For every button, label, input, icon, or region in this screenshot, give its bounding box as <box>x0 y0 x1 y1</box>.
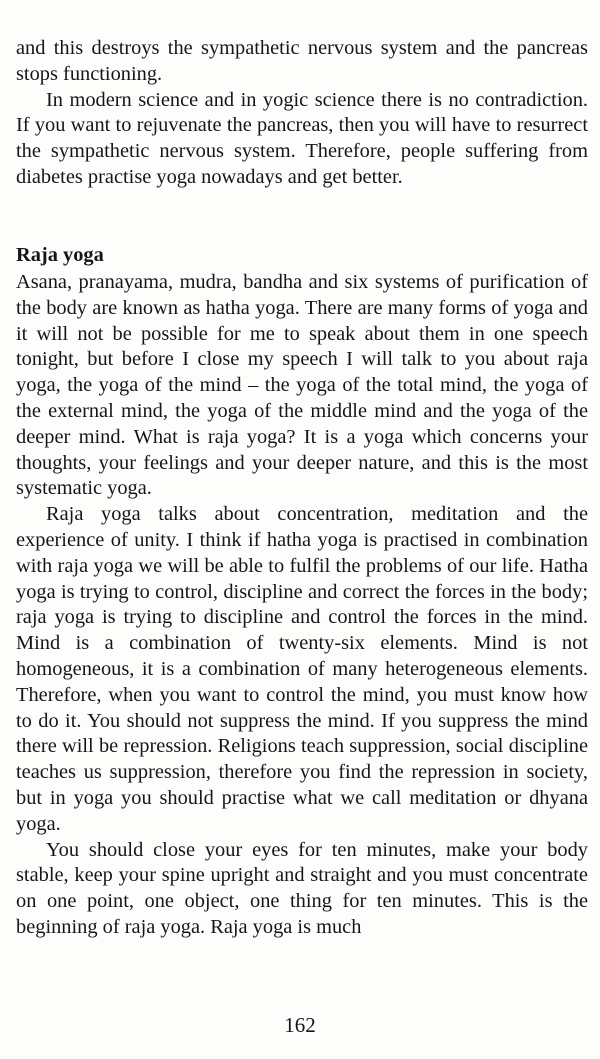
raja-yoga-section <box>16 270 588 941</box>
paragraph-hatha-yoga-intro: Asana, pranayama, mudra, bandha and six systems of purification of the body are known as hatha yoga. There are many forms of yoga and it will not be possible for me to speak about them in one speech tonight, but before I close my speech I will talk to you about raja yoga, the yoga of the mind – the yoga of the total mind, the yoga of the external mind, the yoga of the middle mind and the yoga of the deeper mind. What is raja yoga? It is a yoga which concerns your thoughts, your feelings and your deeper nature, and this is the most systematic yoga. <box>16 271 588 500</box>
intro-text <box>16 36 588 191</box>
section-heading: Raja yoga <box>16 244 104 266</box>
paragraph-continuation: and this destroys the sympathetic nervous system and the pancreas stops functioning. <box>16 37 588 85</box>
paragraph-modern-science: In modern science and in yogic science there is no contradiction. If you want to rejuvenate the pancreas, then you will have to resurrect the sympathetic nervous system. Therefore, people suffering from diabetes practise yoga nowadays and get better. <box>16 88 588 188</box>
paragraph-raja-yoga-mind: Raja yoga talks about concentration, meditation and the experience of unity. I think if hatha yoga is practised in combination with raja yoga we will be able to fulfil the problems of our life. Hatha yoga is trying to control, discipline and correct the forces in the body; raja yoga is trying to discipline and control the forces in the mind. Mind is a combination of twenty-six elements. Mind is not homogeneous, it is a combination of many heterogeneous elements. Therefore, when you want to control the mind, you must know how to do it. You should not suppress the mind. If you suppress the mind there will be repression. Religions teach suppression, social discipline teaches us suppression, therefore you find the repression in society, but in yoga you should practise what we call meditation or dhyana yoga. <box>16 503 588 835</box>
page-number: 162 <box>284 1013 316 1037</box>
paragraph-close-your-eyes: You should close your eyes for ten minutes, make your body stable, keep your spine upright and straight and you must concentrate on one point, one object, one thing for ten minutes. This is the beginning of raja yoga. Raja yoga is much <box>16 838 588 938</box>
